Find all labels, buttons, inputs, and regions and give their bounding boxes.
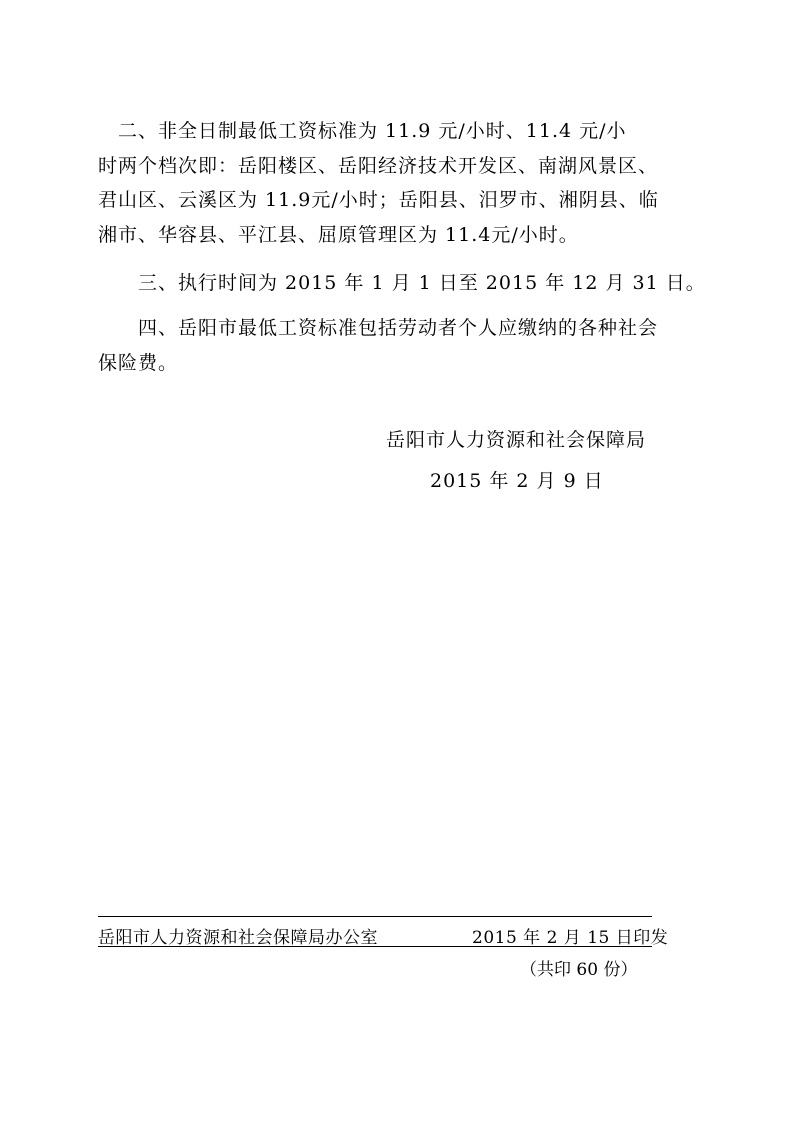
paragraph-four-line-1: 四、岳阳市最低工资标准包括劳动者个人应缴纳的各种社会	[98, 317, 659, 339]
paragraph-two-line-3: 君山区、云溪区为 11.9元/小时；岳阳县、汨罗市、湘阴县、临	[98, 189, 659, 211]
paragraph-four-line-2: 保险费。	[98, 351, 179, 374]
footer-issuer: 岳阳市人力资源和社会保障局办公室	[98, 928, 378, 948]
footer-bottom-rule	[98, 946, 652, 947]
paragraph-three	[98, 266, 706, 301]
paragraph-two-line-1: 二、非全日制最低工资标准为 11.9 元/小时、11.4 元/小	[98, 120, 627, 142]
signature-organization: 岳阳市人力资源和社会保障局	[386, 429, 647, 451]
paragraph-three-line-1: 三、执行时间为 2015 年 1 月 1 日至 2015 年 12 月 31 日。	[98, 272, 706, 294]
paragraph-four	[98, 311, 698, 380]
paragraph-two	[98, 114, 698, 252]
paragraph-two-line-2: 时两个档次即：岳阳楼区、岳阳经济技术开发区、南湖风景区、	[98, 154, 659, 177]
paragraph-two-line-4: 湘市、华容县、平江县、屈原管理区为 11.4元/小时。	[98, 223, 579, 246]
footer-copies: （共印 60 份）	[520, 960, 638, 980]
signature-date: 2015 年 2 月 9 日	[430, 470, 604, 492]
footer-top-rule	[98, 916, 652, 917]
footer-print-date: 2015 年 2 月 15 日印发	[472, 928, 669, 948]
